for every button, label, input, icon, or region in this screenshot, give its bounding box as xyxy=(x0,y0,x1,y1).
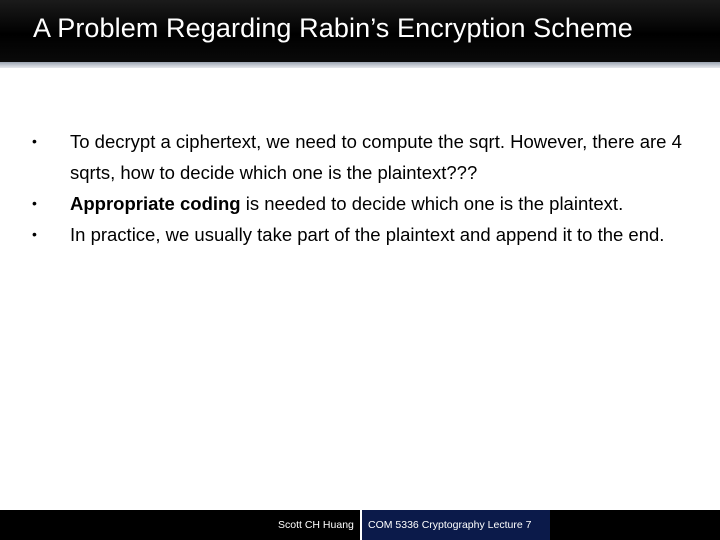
title-underline-stripe xyxy=(0,62,720,68)
bullet-text: To decrypt a ciphertext, we need to compute the sqrt. However, there are 4 sqrts, how to decide which one is the plaintext??? xyxy=(70,131,682,183)
footer-author: Scott CH Huang xyxy=(278,519,354,531)
bullet-marker-icon: • xyxy=(32,195,37,211)
bullet-emphasis-text: Appropriate coding xyxy=(70,193,241,214)
title-bar xyxy=(0,0,720,62)
footer-course-title: COM 5336 Cryptography Lecture 7 xyxy=(368,519,532,531)
bullet-text: In practice, we usually take part of the plaintext and append it to the end. xyxy=(70,224,665,245)
bullet-item xyxy=(32,126,692,188)
bullet-marker-icon: • xyxy=(32,226,37,242)
slide-title: A Problem Regarding Rabin’s Encryption Scheme xyxy=(33,13,633,43)
bullet-marker-icon: • xyxy=(32,133,37,149)
footer-course-box xyxy=(362,510,550,540)
bullet-list xyxy=(32,126,692,250)
bullet-text: is needed to decide which one is the plaintext. xyxy=(240,193,624,214)
bullet-item xyxy=(32,219,692,250)
bullet-item xyxy=(32,188,692,219)
